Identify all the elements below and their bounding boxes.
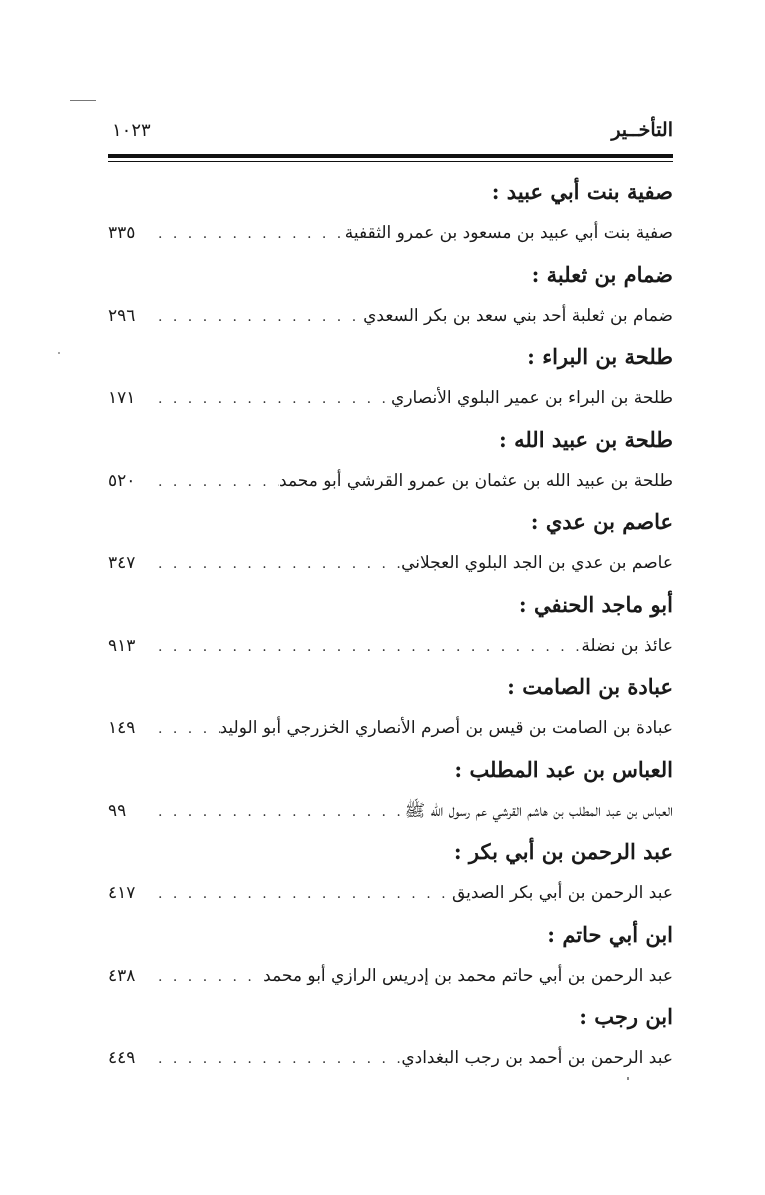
entry-heading: عبادة بن الصامت : <box>507 674 673 699</box>
dot-leader <box>152 875 452 912</box>
dot-leader <box>152 298 363 335</box>
entry-heading: عاصم بن عدي : <box>530 509 673 534</box>
entry-heading: طلحة بن عبيد الله : <box>499 426 673 452</box>
entry-line <box>108 462 673 500</box>
index-entry <box>108 500 673 583</box>
header-rule-thick <box>108 154 673 158</box>
entry-name: عاصم بن عدي بن الجد البلوي العجلاني <box>401 553 673 573</box>
entry-name: عبد الرحمن بن أحمد بن رجب البغدادي <box>401 1048 673 1068</box>
page-number: ١٠٢٣ <box>112 120 151 141</box>
entry-heading: صفية بنت أبي عبيد : <box>491 179 673 204</box>
entry-name: صفية بنت أبي عبيد بن مسعود بن عمرو الثقفية <box>344 223 673 243</box>
stray-dot <box>58 352 60 354</box>
entry-line <box>108 792 673 830</box>
index-entry <box>108 170 673 253</box>
entry-line <box>108 379 673 417</box>
index-entry <box>108 830 673 913</box>
index-entries <box>108 170 673 1078</box>
entry-page: ٩٩ <box>108 800 127 821</box>
entry-name: عبد الرحمن بن أبي حاتم محمد بن إدريس الرازي أبو محمد <box>263 965 673 986</box>
entry-heading: أبو ماجد الحنفي : <box>518 591 673 617</box>
entry-line <box>108 627 673 665</box>
entry-heading: ابن أبي حاتم : <box>547 921 673 947</box>
entry-name: عائذ بن نضلة <box>581 635 673 656</box>
entry-heading: العباس بن عبد المطلب : <box>454 756 673 782</box>
entry-line <box>108 957 673 995</box>
entry-page: ٤٣٨ <box>108 965 136 986</box>
entry-line <box>108 1039 673 1077</box>
dot-leader <box>152 1040 401 1077</box>
entry-heading: طلحة بن البراء : <box>527 344 673 369</box>
index-entry <box>108 583 673 666</box>
dot-leader <box>152 215 345 252</box>
index-entry <box>108 335 673 418</box>
entry-heading: ابن رجب : <box>579 1004 673 1029</box>
index-entry <box>108 665 673 748</box>
index-entry <box>108 253 673 336</box>
dot-leader <box>152 463 279 500</box>
dot-leader <box>152 380 391 417</box>
entry-line <box>108 544 673 582</box>
entry-heading: ضمام بن ثعلبة : <box>531 261 673 287</box>
entry-page: ٩١٣ <box>108 635 136 656</box>
dot-leader <box>152 628 581 665</box>
entry-name: طلحة بن عبيد الله بن عثمان بن عمرو القرشي أبو محمد <box>279 470 673 491</box>
index-entry <box>108 995 673 1078</box>
index-entry <box>108 418 673 501</box>
dot-leader <box>152 545 401 582</box>
running-title: التأخــير <box>611 119 673 141</box>
dot-leader <box>152 958 263 995</box>
entry-page: ٤٤٩ <box>108 1048 136 1068</box>
entry-page: ١٧١ <box>108 388 136 408</box>
stray-mark <box>70 100 96 101</box>
header-rule-thin <box>108 161 673 162</box>
index-entry <box>108 748 673 831</box>
entry-line <box>108 297 673 335</box>
entry-line <box>108 709 673 747</box>
entry-line <box>108 874 673 912</box>
entry-page: ٢٩٦ <box>108 305 136 326</box>
dot-leader <box>152 710 220 747</box>
entry-name: ضمام بن ثعلبة أحد بني سعد بن بكر السعدي <box>363 305 673 326</box>
entry-name: عبادة بن الصامت بن قيس بن أصرم الأنصاري الخزرجي أبو الوليد <box>219 718 673 738</box>
entry-line <box>108 214 673 252</box>
entry-heading: عبد الرحمن بن أبي بكر : <box>453 839 673 864</box>
entry-page: ٣٣٥ <box>108 223 136 243</box>
entry-name: طلحة بن البراء بن عمير البلوي الأنصاري <box>391 388 673 408</box>
entry-name: العباس بن عبد المطلب بن هاشم القرشي عم رسول الله ﷺ <box>404 800 673 821</box>
entry-page: ١٤٩ <box>108 718 136 738</box>
entry-page: ٣٤٧ <box>108 553 136 573</box>
entry-name: عبد الرحمن بن أبي بكر الصديق <box>451 883 673 903</box>
entry-page: ٤١٧ <box>108 883 136 903</box>
page-header <box>108 119 673 153</box>
dot-leader <box>152 793 405 830</box>
entry-page: ٥٢٠ <box>108 470 136 491</box>
index-entry <box>108 913 673 996</box>
